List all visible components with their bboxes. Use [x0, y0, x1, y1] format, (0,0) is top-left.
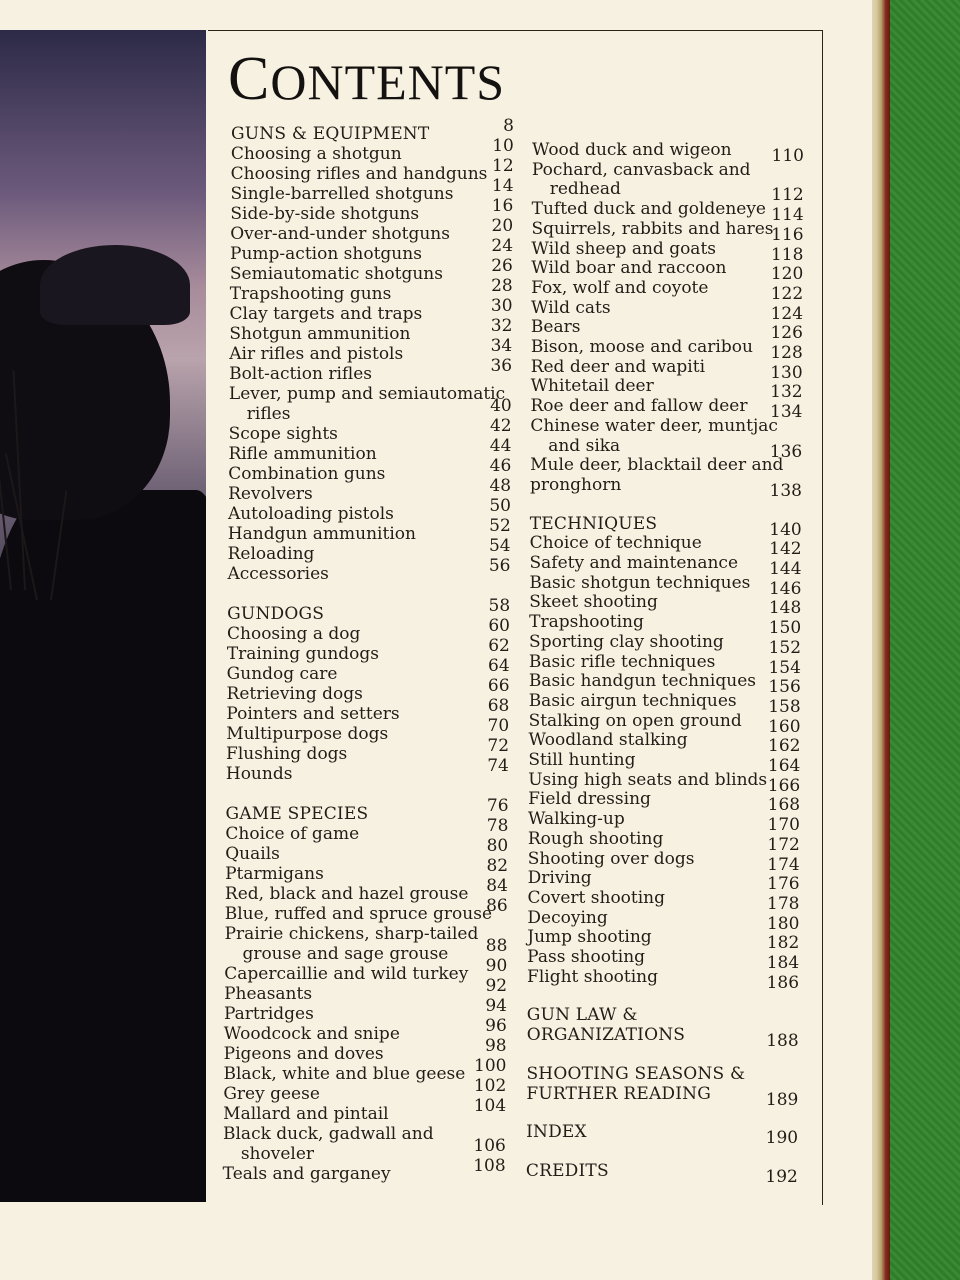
- toc-entry: Capercaillie and wild turkey: [224, 964, 469, 984]
- page-number: 134: [770, 402, 803, 423]
- toc-entry: Driving: [527, 868, 592, 889]
- page-number: 172: [767, 834, 800, 855]
- toc-entry: Mallard and pintail: [223, 1104, 389, 1124]
- page-number: 40: [490, 396, 512, 416]
- page-number: 24: [491, 236, 514, 256]
- page-number: 182: [766, 933, 800, 954]
- page-number: 14: [491, 176, 514, 196]
- section-heading: TECHNIQUES: [529, 513, 658, 534]
- toc-entry: Pigeons and doves: [223, 1044, 384, 1064]
- page-number: 190: [765, 1128, 799, 1149]
- toc-entry: Using high seats and blinds: [528, 769, 768, 790]
- toc-entry: Semiautomatic shotguns: [229, 264, 443, 284]
- page-number: 178: [767, 893, 800, 914]
- toc-entry: Single-barrelled shotguns: [230, 184, 454, 204]
- toc-entry: Quails: [225, 844, 280, 864]
- toc-entry: Woodcock and snipe: [223, 1024, 400, 1044]
- page-number: 164: [767, 756, 801, 776]
- page-number: 176: [767, 874, 800, 895]
- section-heading: FURTHER READING: [526, 1083, 712, 1104]
- toc-entry: Flight shooting: [527, 966, 659, 987]
- toc-entry: Over-and-under shotguns: [230, 224, 450, 244]
- toc-entry: Covert shooting: [527, 887, 666, 908]
- page-number: 68: [487, 696, 510, 716]
- page-number: 140: [769, 519, 802, 540]
- toc-entry: Blue, ruffed and spruce grouse: [224, 904, 493, 924]
- toc-entry: Jump shooting: [527, 927, 652, 948]
- page-title: CONTENTS: [228, 45, 506, 113]
- page-number: 110: [771, 146, 804, 166]
- toc-entry: Field dressing: [528, 789, 651, 810]
- toc-entry: Choice of technique: [529, 533, 702, 554]
- page-number: 168: [767, 795, 801, 816]
- toc-entry: Walking-up: [527, 809, 625, 830]
- toc-entry: Bears: [530, 317, 581, 338]
- toc-entry: Tufted duck and goldeneye: [531, 199, 766, 220]
- page-number: 180: [766, 913, 800, 934]
- page-number: 8: [503, 116, 514, 136]
- page-number: 150: [768, 618, 802, 639]
- section-heading: SHOOTING SEASONS &: [526, 1063, 746, 1084]
- page-number: 138: [769, 480, 802, 501]
- page-number: 74: [487, 756, 509, 776]
- section-heading: CREDITS: [525, 1160, 609, 1181]
- toc-entry: Shooting over dogs: [527, 848, 695, 869]
- page-number: 100: [474, 1056, 507, 1076]
- page-number: 52: [489, 516, 511, 536]
- toc-entry: Grey geese: [223, 1084, 320, 1104]
- section-heading: GUNS & EQUIPMENT: [231, 124, 430, 144]
- page-number: 70: [487, 716, 510, 736]
- toc-entry: Skeet shooting: [529, 592, 658, 613]
- page-number: 160: [768, 716, 801, 737]
- page-number: 188: [766, 1031, 799, 1052]
- toc-entry: Teals and garganey: [222, 1164, 391, 1184]
- page-number: 46: [489, 456, 512, 476]
- page-number: 36: [490, 356, 513, 376]
- toc-entry: Pass shooting: [527, 947, 646, 967]
- toc-entry: Combination guns: [228, 464, 386, 484]
- toc-entry: Multipurpose dogs: [226, 724, 389, 744]
- toc-entry: Wild cats: [531, 297, 611, 318]
- page-number: 136: [769, 441, 803, 462]
- page-number: 148: [768, 598, 802, 619]
- section-heading: GUNDOGS: [227, 604, 325, 624]
- page-number: 50: [489, 496, 511, 516]
- page-number: 94: [485, 996, 507, 1016]
- page-number: 92: [485, 976, 508, 996]
- toc-entry: shoveler: [240, 1144, 315, 1164]
- toc-entry: Air rifles and pistols: [229, 344, 404, 364]
- toc-entry: Scope sights: [228, 424, 338, 444]
- page-number: 162: [768, 736, 801, 757]
- page-number: 108: [473, 1156, 506, 1176]
- page-number: 142: [769, 539, 802, 560]
- toc-entry: Ptarmigans: [225, 864, 324, 884]
- page-number: 146: [768, 578, 802, 599]
- toc-entry: Choosing a shotgun: [230, 144, 402, 164]
- toc-entry: Woodland stalking: [528, 730, 688, 751]
- toc-entry: Flushing dogs: [226, 744, 348, 764]
- page-number: 116: [771, 224, 804, 245]
- toc-entry: Clay targets and traps: [229, 304, 423, 324]
- toc-entry: Basic rifle techniques: [528, 651, 716, 672]
- page-number: 106: [473, 1136, 506, 1156]
- page-number: 156: [768, 677, 801, 698]
- toc-entry: Autoloading pistols: [227, 504, 394, 524]
- toc-entry: rifles: [246, 404, 291, 424]
- toc-entry: Pointers and setters: [226, 704, 400, 724]
- page-number: 154: [768, 657, 801, 678]
- hunter-body-silhouette: [0, 490, 206, 1202]
- page-number: 10: [492, 136, 514, 156]
- toc-entry: Pochard, canvasback and: [531, 159, 751, 180]
- toc-entry: Reloading: [227, 544, 315, 564]
- page-number: 64: [488, 656, 510, 676]
- page-number: 118: [770, 244, 804, 265]
- toc-entry: Basic airgun techniques: [528, 690, 737, 711]
- page-number: 54: [488, 536, 511, 556]
- toc-entry: Choosing a dog: [227, 624, 361, 644]
- toc-entry: Stalking on open ground: [528, 710, 742, 731]
- toc-entry: grouse and sage grouse: [242, 944, 449, 964]
- page-number: 82: [486, 856, 509, 876]
- page-number: 72: [487, 736, 510, 756]
- page-number: 158: [768, 696, 801, 717]
- page-number: 66: [487, 676, 510, 696]
- page-number: 30: [490, 296, 513, 316]
- page-number: 26: [491, 256, 513, 276]
- page-number: 80: [486, 836, 509, 856]
- toc-entry: Fox, wolf and coyote: [531, 277, 709, 298]
- page-number: 56: [488, 556, 511, 576]
- toc-entry: Decoying: [527, 907, 608, 928]
- toc-entry: Choosing rifles and handguns: [230, 164, 488, 184]
- toc-entry: Side-by-side shotguns: [230, 204, 420, 224]
- page-number: 184: [766, 953, 800, 973]
- toc-entry: Trapshooting: [529, 612, 644, 633]
- toc-entry: Training gundogs: [226, 644, 379, 664]
- toc-entry: Sporting clay shooting: [529, 631, 724, 652]
- toc-entry: pronghorn: [529, 474, 622, 495]
- toc-entry: Black, white and blue geese: [223, 1064, 466, 1084]
- toc-entry: and sika: [548, 435, 621, 456]
- toc-entry: Wild sheep and goats: [531, 238, 716, 259]
- toc-entry: Rough shooting: [527, 828, 664, 849]
- page-number: 76: [486, 796, 509, 816]
- page-number: 60: [488, 616, 510, 636]
- page-number: 174: [767, 854, 800, 875]
- toc-entry: Still hunting: [528, 750, 636, 770]
- toc-entry: Hounds: [225, 764, 293, 784]
- page-number: 98: [484, 1036, 507, 1056]
- toc-entry: Revolvers: [228, 484, 313, 504]
- toc-entry: Choice of game: [225, 824, 360, 844]
- toc-entry: redhead: [549, 179, 621, 200]
- page-number: 114: [771, 205, 804, 226]
- page-number: 28: [491, 276, 513, 296]
- page-number: 144: [769, 559, 802, 579]
- page-number: 32: [490, 316, 513, 336]
- toc-entry: Pheasants: [224, 984, 313, 1004]
- toc-entry: Gundog care: [226, 664, 338, 684]
- page-number: 78: [486, 816, 509, 836]
- toc-entry: Squirrels, rabbits and hares: [531, 218, 774, 239]
- section-heading: INDEX: [526, 1122, 587, 1143]
- page-number: 12: [492, 156, 514, 176]
- toc-entry: Wood duck and wigeon: [532, 140, 732, 160]
- page-number: 130: [770, 362, 803, 383]
- page-number: 166: [767, 775, 801, 796]
- toc-entry: Red, black and hazel grouse: [224, 884, 469, 904]
- toc-entry: Roe deer and fallow deer: [530, 396, 748, 417]
- toc-entry: Basic handgun techniques: [528, 671, 756, 692]
- toc-entry: Chinese water deer, muntjac: [530, 415, 778, 436]
- page-number: 96: [485, 1016, 507, 1036]
- toc-entry: Pump-action shotguns: [230, 244, 422, 264]
- page-number: 124: [770, 303, 804, 324]
- toc-entry: Partridges: [223, 1004, 314, 1024]
- green-felt-background: [880, 0, 960, 1280]
- toc-entry: Rifle ammunition: [228, 444, 377, 464]
- page-number: 126: [770, 323, 803, 344]
- toc-entry: Basic shotgun techniques: [529, 572, 751, 593]
- page-number: 16: [491, 196, 514, 216]
- page-number: 102: [473, 1076, 507, 1096]
- toc-entry: Whitetail deer: [530, 376, 654, 397]
- toc-entry: Wild boar and raccoon: [531, 258, 727, 279]
- page-number: 112: [771, 185, 804, 206]
- page-number: 132: [770, 382, 803, 403]
- toc-entry: Retrieving dogs: [226, 684, 363, 704]
- page-number: 128: [770, 343, 803, 363]
- toc-entry: Red deer and wapiti: [530, 356, 706, 377]
- toc-entry: Handgun ammunition: [227, 524, 416, 544]
- toc-entry: Accessories: [227, 564, 329, 584]
- page-number: 86: [486, 896, 508, 916]
- page-number: 34: [490, 336, 513, 356]
- page-number: 122: [770, 283, 804, 304]
- page-number: 88: [485, 936, 508, 956]
- page-number: 42: [489, 416, 512, 436]
- page-number: 90: [485, 956, 508, 976]
- page-number: 192: [765, 1166, 798, 1187]
- toc-entry: Prairie chickens, sharp-tailed: [224, 924, 479, 944]
- page-number: 84: [486, 876, 508, 896]
- page-number: 20: [491, 216, 514, 236]
- page-number: 44: [489, 436, 512, 456]
- toc-entry: Trapshooting guns: [229, 284, 392, 304]
- toc-entry: Bolt-action rifles: [229, 364, 373, 384]
- toc-entry: Bison, moose and caribou: [530, 337, 753, 357]
- page-number: 186: [766, 972, 800, 993]
- toc-entry: Mule deer, blacktail deer and: [530, 455, 784, 476]
- page-number: 120: [770, 264, 804, 285]
- section-heading: ORGANIZATIONS: [526, 1025, 686, 1046]
- page-number: 48: [489, 476, 512, 496]
- section-heading: GAME SPECIES: [225, 804, 369, 824]
- hunter-silhouette-photo: [0, 30, 206, 1202]
- page-number: 104: [473, 1096, 507, 1116]
- page-number: 58: [488, 596, 511, 616]
- hunter-cap-silhouette: [40, 245, 190, 325]
- page-number: 62: [488, 636, 510, 656]
- page-number: 170: [767, 815, 800, 836]
- page-number: 189: [765, 1089, 799, 1110]
- toc-entry: Safety and maintenance: [529, 553, 739, 573]
- toc-entry: Shotgun ammunition: [229, 324, 411, 344]
- page-number: 152: [768, 637, 802, 658]
- toc-entry: Lever, pump and semiautomatic: [228, 384, 506, 404]
- toc-entry: Black duck, gadwall and: [223, 1124, 434, 1144]
- section-heading: GUN LAW &: [526, 1005, 638, 1026]
